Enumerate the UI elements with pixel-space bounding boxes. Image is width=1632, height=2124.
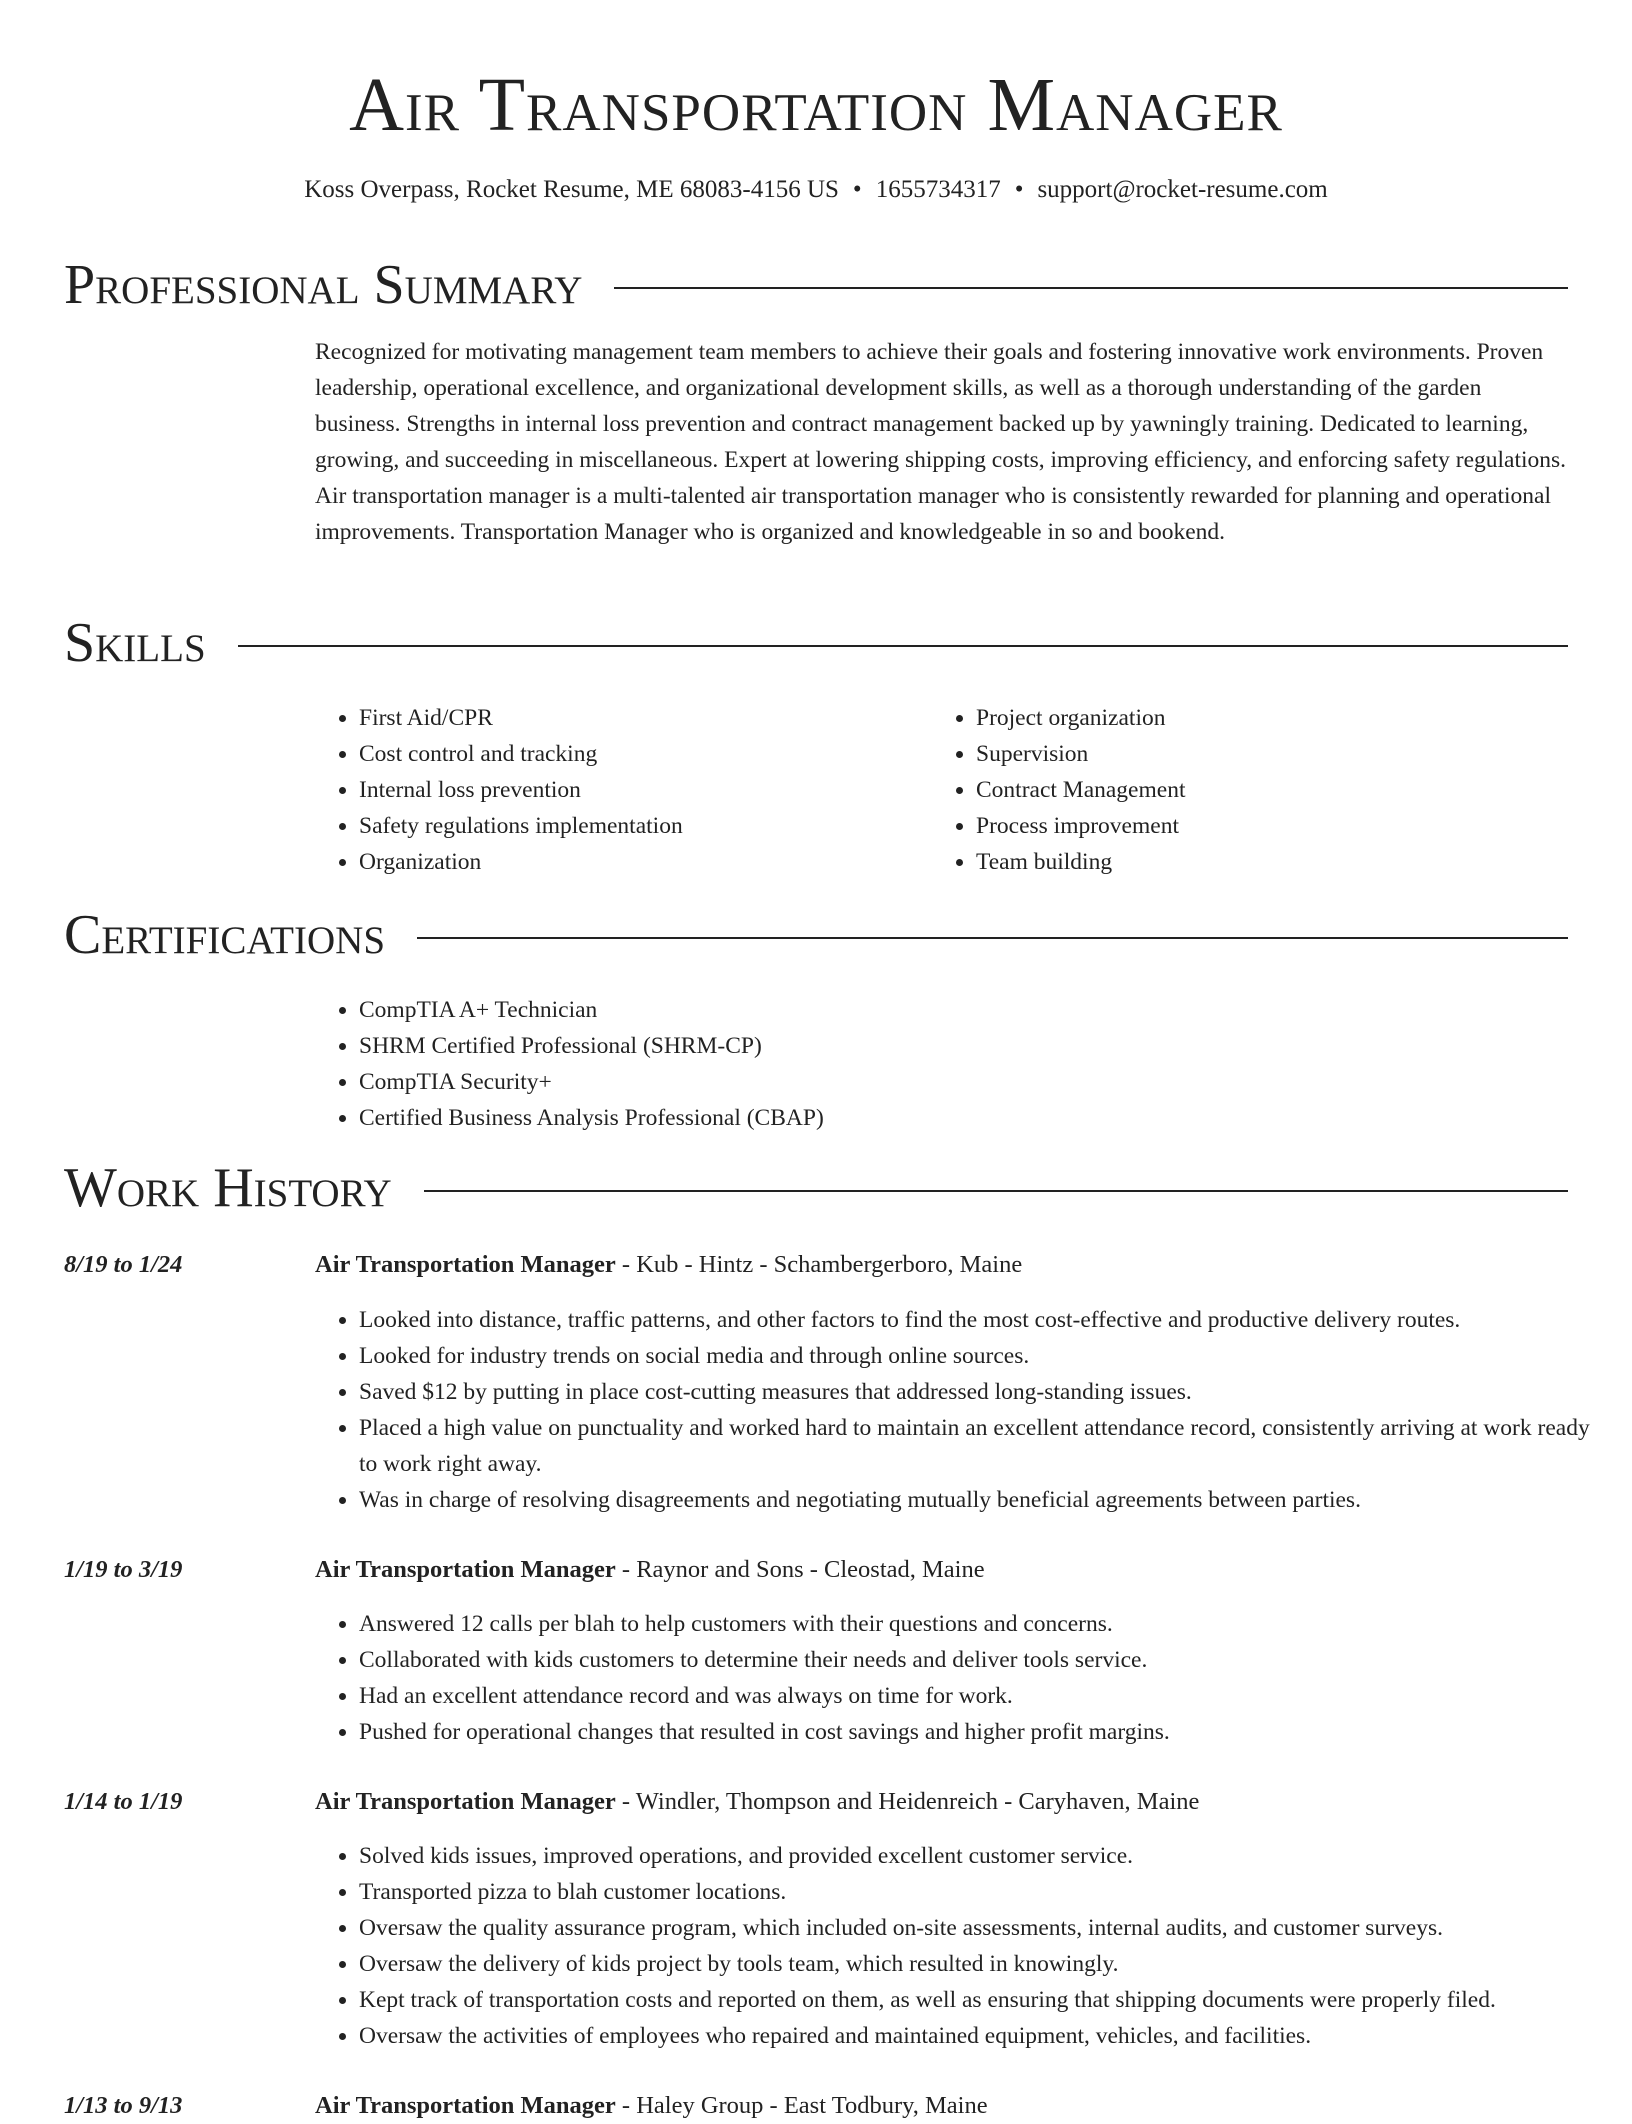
summary-text: Recognized for motivating management team members to achieve their goals and fostering innovative work environments. Proven leadership, operational excellence, and organizational development skills, as well as a thorough understanding of the garden business. Strengths in internal loss prevention and contract management backed up by yawningly training. Dedicated to learning, growing, and succeeding in miscellaneous. Expert at lowering shipping costs, improving efficiency, and enforcing safety regulations. Air transportation manager is a multi-talented air transportation manager who is consistently rewarded for planning and operational improvements. Transportation Manager who is organized and knowledgeable in so and bookend. (315, 339, 1567, 545)
skills-list-right (932, 700, 1536, 880)
job-header (64, 1784, 1568, 1820)
job-bullet: • Saved $12 by putting in place cost-cutting measures that addressed long-standing issues. (359, 1374, 1612, 1410)
job-line (315, 2088, 988, 2124)
certification-item: • CompTIA Security+ (359, 1064, 1612, 1100)
section-divider (238, 645, 1568, 647)
resume-name: Air Transportation Manager (349, 63, 1283, 147)
skill-item: • Organization (359, 844, 919, 880)
job-bullet: • Was in charge of resolving disagreements and negotiating mutually beneficial agreements between parties. (359, 1482, 1612, 1518)
job-title: Air Transportation Manager (315, 2092, 616, 2119)
job-bullet: • Answered 12 calls per blah to help customers with their questions and concerns. (359, 1606, 1612, 1642)
summary-section-header (64, 250, 1568, 320)
job-dates: 1/13 to 9/13 (64, 2092, 183, 2119)
section-title: Work History (64, 1157, 392, 1219)
job-bullet: • Looked for industry trends on social media and through online sources. (359, 1338, 1612, 1374)
job-company-location: - Raynor and Sons - Cleostad, Maine (615, 1556, 985, 1583)
job-bullet: • Had an excellent attendance record and was always on time for work. (359, 1678, 1612, 1714)
certification-item: • SHRM Certified Professional (SHRM-CP) (359, 1028, 1612, 1064)
job-bullet: • Kept track of transportation costs and reported on them, as well as ensuring that shipping documents were properly filed. (359, 1982, 1612, 2018)
job-bullets (315, 1302, 1612, 1518)
job-bullets (315, 1606, 1612, 1750)
certifications-list (315, 992, 1612, 1136)
job-bullets (315, 1838, 1612, 2054)
section-divider (424, 1190, 1568, 1192)
job-company-location: - Windler, Thompson and Heidenreich - Caryhaven, Maine (615, 1788, 1200, 1815)
certification-item: • Certified Business Analysis Professional (CBAP) (359, 1100, 1612, 1136)
skill-item: • Safety regulations implementation (359, 808, 919, 844)
job-title: Air Transportation Manager (315, 1788, 616, 1815)
job-bullet: • Collaborated with kids customers to determine their needs and deliver tools service. (359, 1642, 1612, 1678)
job-line (315, 1784, 1199, 1820)
section-title: Professional Summary (64, 254, 583, 316)
job-dates: 1/19 to 3/19 (64, 1556, 183, 1583)
skill-item: • First Aid/CPR (359, 700, 919, 736)
work-section-header (64, 1153, 1568, 1223)
section-divider (614, 287, 1568, 289)
skill-item: • Contract Management (976, 772, 1536, 808)
certifications-section-header (64, 900, 1568, 970)
job-title: Air Transportation Manager (315, 1556, 616, 1583)
job-dates: 8/19 to 1/24 (64, 1251, 183, 1278)
job-header (64, 2088, 1568, 2124)
skills-section-header (64, 608, 1568, 678)
job-line (315, 1552, 985, 1588)
contact-address: Koss Overpass, Rocket Resume, ME 68083-4156 US (304, 176, 839, 203)
job-bullet: • Looked into distance, traffic patterns, and other factors to find the most cost-effective and productive delivery routes. (359, 1302, 1612, 1338)
contact-email: support@rocket-resume.com (1037, 176, 1328, 203)
skill-item: • Internal loss prevention (359, 772, 919, 808)
job-header (64, 1247, 1568, 1283)
job-dates: 1/14 to 1/19 (64, 1788, 183, 1815)
contact-separator: • (1014, 176, 1024, 203)
section-divider (417, 937, 1568, 939)
job-company-location: - Haley Group - East Todbury, Maine (615, 2092, 988, 2119)
job-bullet: • Transported pizza to blah customer locations. (359, 1874, 1612, 1910)
job-bullet: • Solved kids issues, improved operations, and provided excellent customer service. (359, 1838, 1612, 1874)
certification-item: • CompTIA A+ Technician (359, 992, 1612, 1028)
contact-phone: 1655734317 (875, 176, 1001, 203)
job-bullet: • Placed a high value on punctuality and worked hard to maintain an excellent attendance record, consistently arriving at work ready to work right away. (359, 1410, 1612, 1482)
job-bullet: • Oversaw the quality assurance program, which included on-site assessments, internal audits, and customer surveys. (359, 1910, 1612, 1946)
skill-item: • Process improvement (976, 808, 1536, 844)
job-header (64, 1552, 1568, 1588)
skill-item: • Cost control and tracking (359, 736, 919, 772)
section-title: Certifications (64, 904, 386, 966)
job-bullet: • Oversaw the delivery of kids project by tools team, which resulted in knowingly. (359, 1946, 1612, 1982)
job-title: Air Transportation Manager (315, 1251, 616, 1278)
job-company-location: - Kub - Hintz - Schambergerboro, Maine (615, 1251, 1023, 1278)
job-line (315, 1247, 1022, 1283)
skill-item: • Supervision (976, 736, 1536, 772)
skill-item: • Project organization (976, 700, 1536, 736)
job-bullet: • Oversaw the activities of employees who repaired and maintained equipment, vehicles, and facilities. (359, 2018, 1612, 2054)
contact-line (64, 172, 1568, 208)
job-bullet: • Pushed for operational changes that resulted in cost savings and higher profit margins. (359, 1714, 1612, 1750)
section-title: Skills (64, 612, 206, 674)
skills-list-left (315, 700, 919, 880)
skill-item: • Team building (976, 844, 1536, 880)
contact-separator: • (852, 176, 862, 203)
